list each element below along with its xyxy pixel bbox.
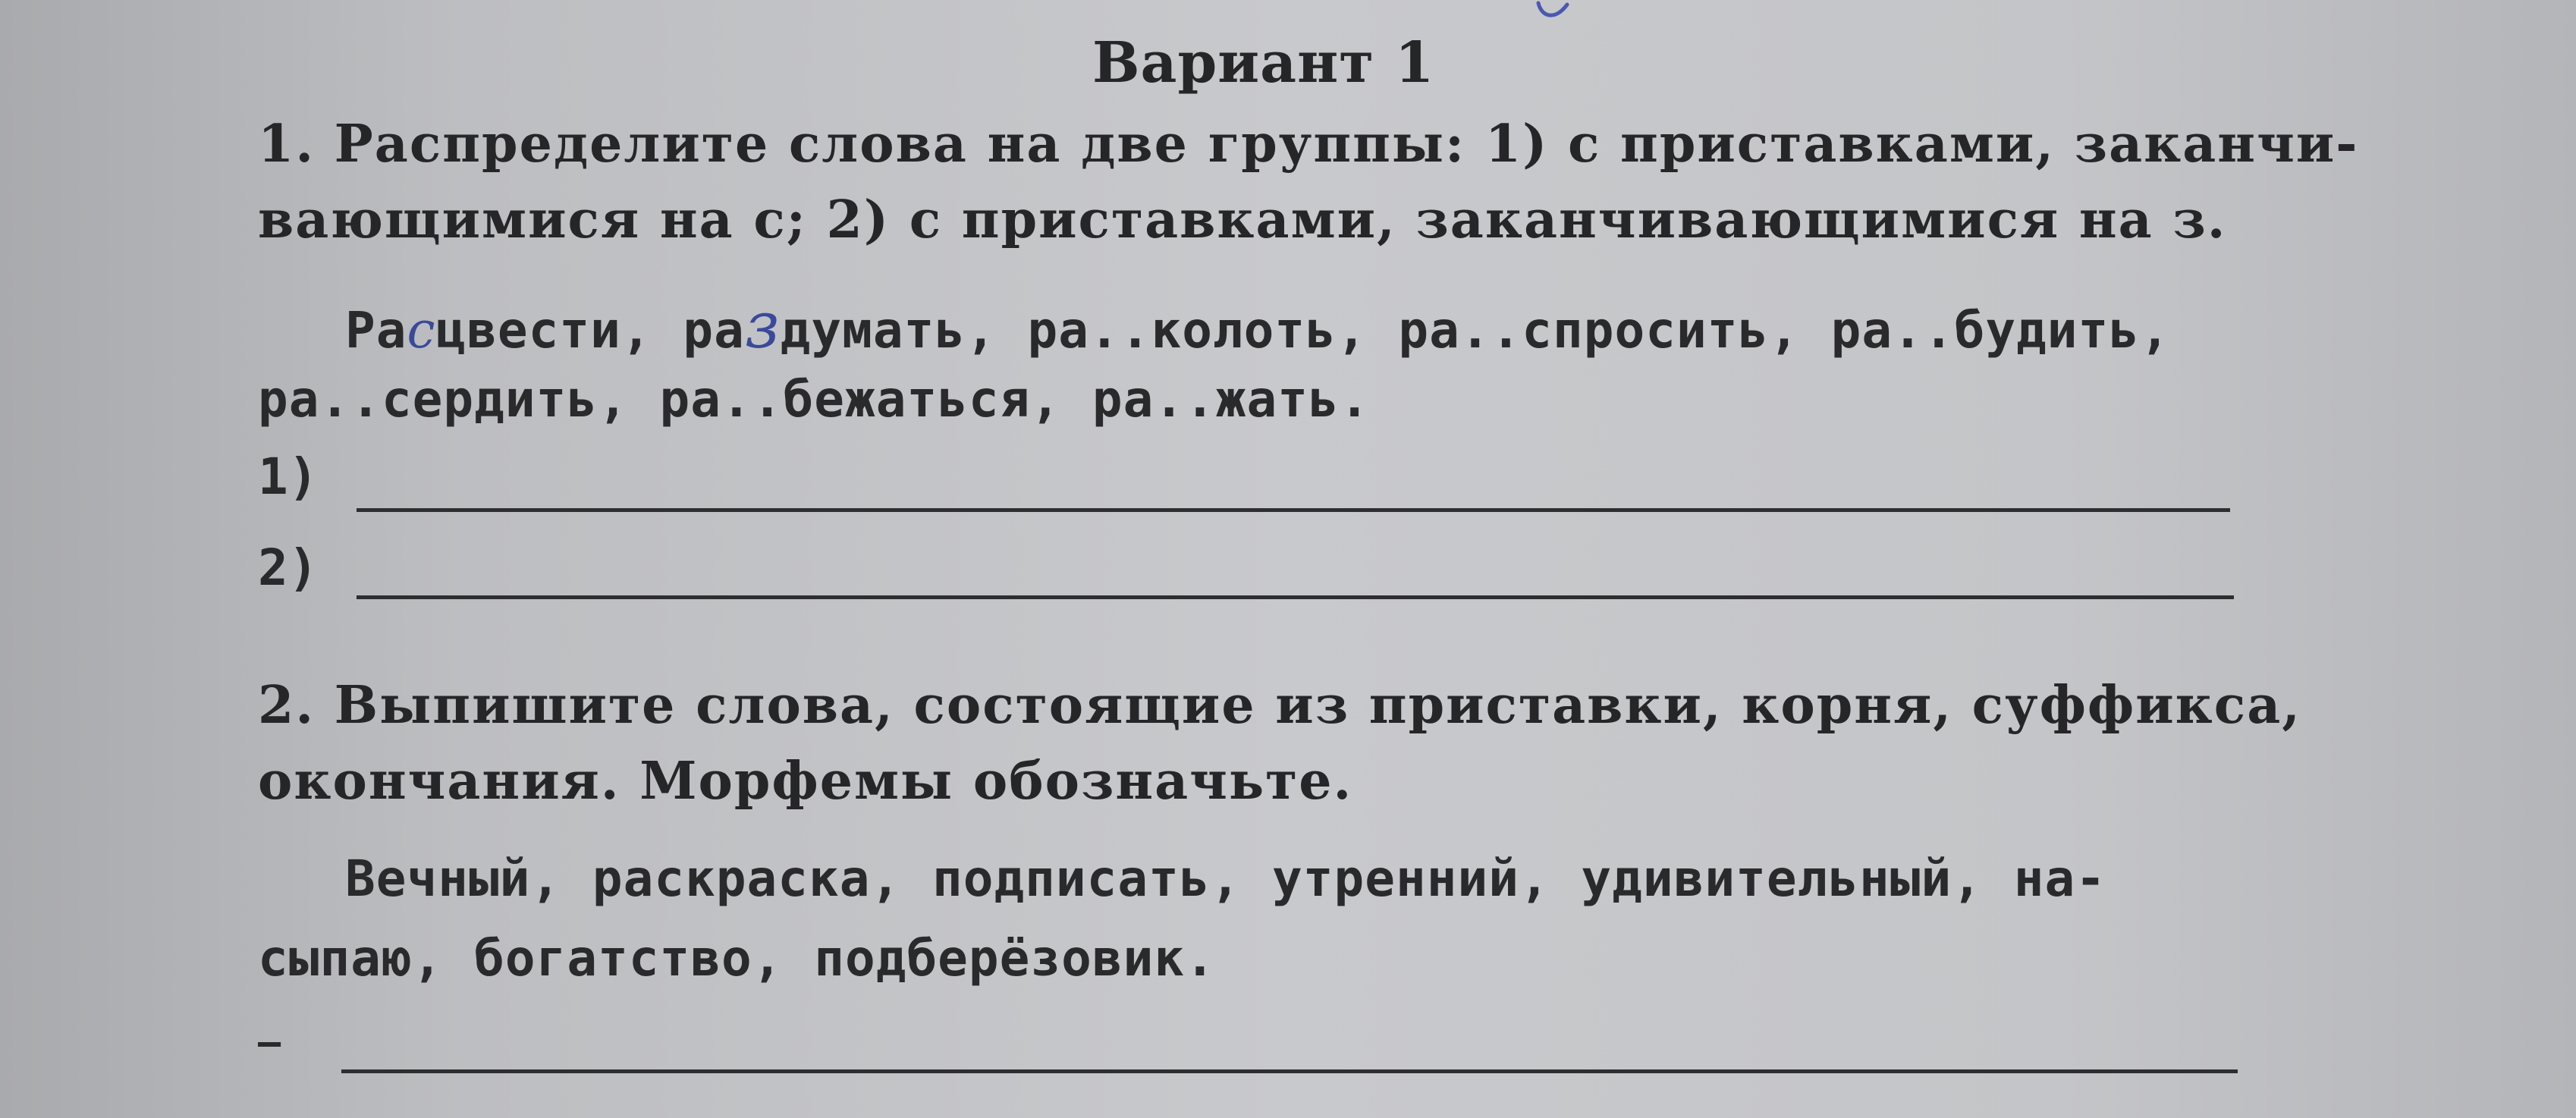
task1-words-line1	[345, 288, 2171, 363]
task1-words-line2: ра..сердить, ра..бежаться, ра..жать.	[258, 370, 1371, 429]
pen-mark-icon	[1532, 0, 1578, 30]
words-rest: думать, ра..колоть, ра..спросить, ра..будить,	[780, 301, 2171, 360]
task1-instruction-line2: вающимися на с; 2) с приставками, заканчивающимися на з.	[258, 190, 2227, 250]
task1-instruction-line1: 1. Распределите слова на две группы: 1) с приставками, заканчи-	[258, 114, 2359, 174]
answer2-label: 2)	[258, 539, 319, 597]
answer2-line[interactable]	[357, 595, 2234, 599]
answer3-dash: –	[258, 1020, 281, 1064]
variant-title: Вариант 1	[1092, 30, 1435, 96]
answer3-line[interactable]	[341, 1069, 2238, 1073]
handwritten-letter-z: з	[744, 288, 781, 363]
task2-instruction-line1: 2. Выпишите слова, состоящие из приставки, корня, суффикса,	[258, 675, 2301, 736]
word1-rest: цвести, ра	[435, 301, 745, 360]
word1-prefix: Ра	[345, 301, 407, 360]
task2-instruction-line2: окончания. Морфемы обозначьте.	[258, 751, 1353, 812]
task2-words-line1: Вечный, раскраска, подписать, утренний, удивительный, на-	[345, 849, 2106, 908]
answer1-label: 1)	[258, 448, 319, 506]
handwritten-letter-s: с	[407, 301, 436, 360]
answer1-line[interactable]	[357, 508, 2230, 512]
task2-words-line2: сыпаю, богатство, подберёзовик.	[258, 929, 1216, 988]
